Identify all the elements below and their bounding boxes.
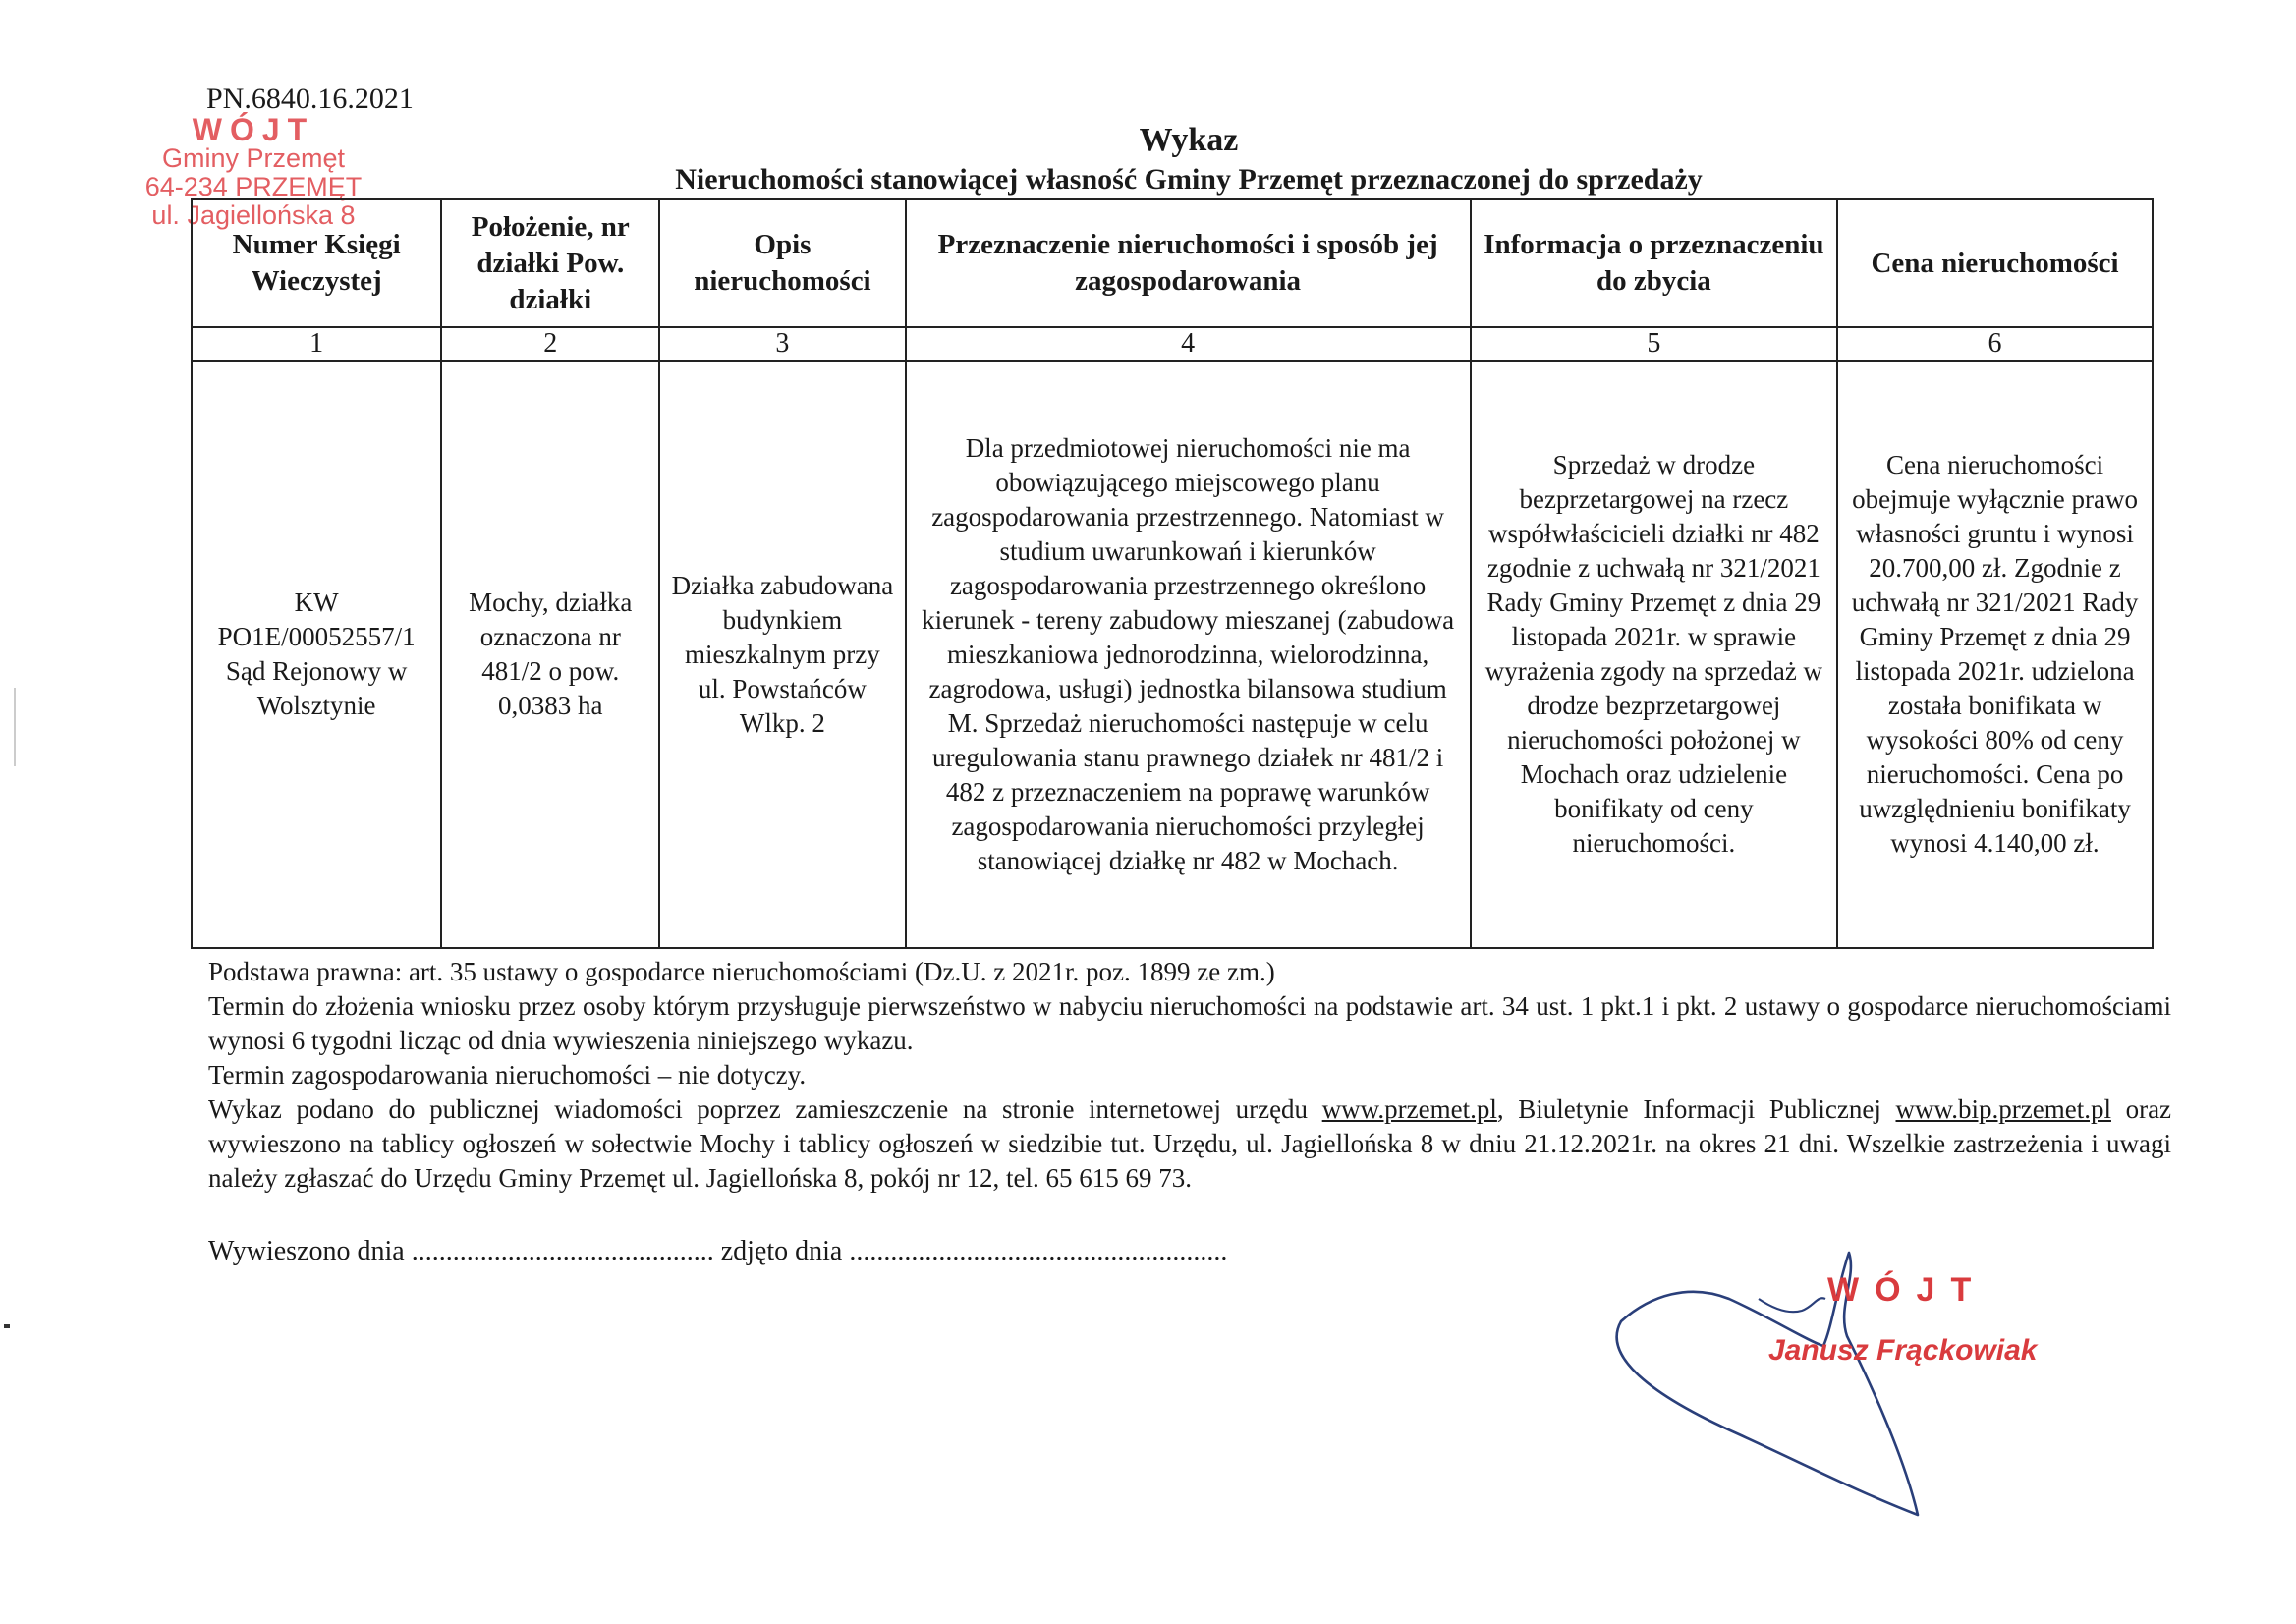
stamp-line-postcode: 64-234 PRZEMĘT	[144, 172, 363, 201]
table-header-row	[192, 199, 2153, 327]
cell-location: Mochy, działka oznaczona nr 481/2 o pow. 0,0383 ha	[441, 361, 659, 948]
header-purpose: Przeznaczenie nieruchomości i sposób jej zagospodarowania	[906, 199, 1471, 327]
scan-artifact	[4, 1324, 10, 1328]
cell-land-register: KW PO1E/00052557/1 Sąd Rejonowy w Wolsztynie	[192, 361, 441, 948]
property-table	[191, 198, 2154, 949]
cell-purpose: Dla przedmiotowej nieruchomości nie ma obowiązującego miejscowego planu zagospodarowania przestrzennego. Natomiast w studium uwarunkowań i kierunków zagospodarowania przestrzennego określono kierunek - tereny zabudowy mieszanej (zabudowa mieszkaniowa jednorodzinna, wielorodzinna, zagrodowa, usługi) jednostka bilansowa studium M. Sprzedaż nieruchomości następuje w celu uregulowania stanu prawnego działek nr 481/2 i 482 z przeznaczeniem na poprawę warunków zagospodarowania nieruchomości przyległej stanowiącej działkę nr 482 w Mochach.	[906, 361, 1471, 948]
cell-disposal-info: Sprzedaż w drodze bezprzetargowej na rzecz współwłaścicieli działki nr 482 zgodnie z uchwałą nr 321/2021 Rady Gminy Przemęt z dnia 29 listopada 2021r. w sprawie wyrażenia zgody na sprzedaż w drodze bezprzetargowej nieruchomości położonej w Mochach oraz udzielenie bonifikaty od ceny nieruchomości.	[1471, 361, 1837, 948]
mayor-stamp-name: Janusz Frąckowiak	[1768, 1334, 2038, 1367]
column-number: 1	[192, 327, 441, 361]
removed-label: zdjęto dnia	[720, 1236, 843, 1266]
posted-label: Wywieszono dnia	[208, 1236, 405, 1266]
development-deadline: Termin zagospodarowania nieruchomości – nie dotyczy.	[208, 1060, 807, 1090]
cell-price: Cena nieruchomości obejmuje wyłącznie prawo własności gruntu i wynosi 20.700,00 zł. Zgodnie z uchwałą nr 321/2021 Rady Gminy Przemęt z dnia 29 listopada 2021r. udzielona została bonifikata w wysokości 80% od ceny nieruchomości. Cena po uwzględnieniu bonifikaty wynosi 4.140,00 zł.	[1837, 361, 2153, 948]
header-price: Cena nieruchomości	[1837, 199, 2153, 327]
publication-info	[208, 1092, 2171, 1196]
removed-dots: .......................................................	[849, 1236, 1228, 1266]
publication-text-b: , Biuletynie Informacji Publicznej	[1496, 1094, 1881, 1124]
scan-artifact	[14, 688, 16, 766]
column-number: 3	[659, 327, 905, 361]
stamp-line-title: WÓJT	[192, 112, 315, 147]
footer-notes	[208, 955, 2171, 1196]
bip-link[interactable]: www.bip.przemet.pl	[1895, 1094, 2111, 1124]
stamp-line-street: ul. Jagiellońska 8	[151, 200, 356, 230]
column-number: 5	[1471, 327, 1837, 361]
stamp-line-gmina: Gminy Przemęt	[161, 143, 346, 173]
header-land-register: Numer Księgi Wieczystej	[192, 199, 441, 327]
header-location: Położenie, nr działki Pow. działki	[441, 199, 659, 327]
document-title: Wykaz	[1139, 122, 1239, 158]
website-link[interactable]: www.przemet.pl	[1321, 1094, 1497, 1124]
header-disposal-info: Informacja o przeznaczeniu do zbycia	[1471, 199, 1837, 327]
cell-description: Działka zabudowana budynkiem mieszkalnym przy ul. Powstańców Wlkp. 2	[659, 361, 905, 948]
publication-text-a: Wykaz podano do publicznej wiadomości poprzez zamieszczenie na stronie internetowej urzędu	[208, 1094, 1309, 1124]
column-number: 6	[1837, 327, 2153, 361]
header-description: Opis nieruchomości	[659, 199, 905, 327]
column-number: 2	[441, 327, 659, 361]
document-subtitle: Nieruchomości stanowiącej własność Gminy Przemęt przeznaczonej do sprzedaży	[675, 163, 1703, 196]
column-number: 4	[906, 327, 1471, 361]
priority-deadline: Termin do złożenia wniosku przez osoby którym przysługuje pierwszeństwo w nabyciu nieruchomości na podstawie art. 34 ust. 1 pkt.1 i pkt. 2 ustawy o gospodarce nieruchomościami wynosi 6 tygodni licząc od dnia wywieszenia niniejszego wykazu.	[208, 991, 2171, 1055]
table-number-row	[192, 327, 2153, 361]
mayor-stamp-title: WÓJT	[1827, 1271, 1988, 1309]
table-row	[192, 361, 2153, 948]
posted-dots: ............................................	[411, 1236, 714, 1266]
publication-text-c: oraz wywieszono na tablicy ogłoszeń w sołectwie Mochy i tablicy ogłoszeń w siedzibie tut. Urzędu, ul. Jagiellońska 8 w dniu 21.12.2021r. na okres 21 dni. Wszelkie zastrzeżenia i uwagi należy zgłaszać do Urzędu Gminy Przemęt ul. Jagiellońska 8, pokój nr 12, tel. 65 615 69 73.	[208, 1094, 2172, 1193]
reference-number: PN.6840.16.2021	[206, 83, 414, 115]
legal-basis: Podstawa prawna: art. 35 ustawy o gospodarce nieruchomościami (Dz.U. z 2021r. poz. 1899 ze zm.)	[208, 957, 1275, 986]
posting-line	[208, 1236, 1227, 1267]
